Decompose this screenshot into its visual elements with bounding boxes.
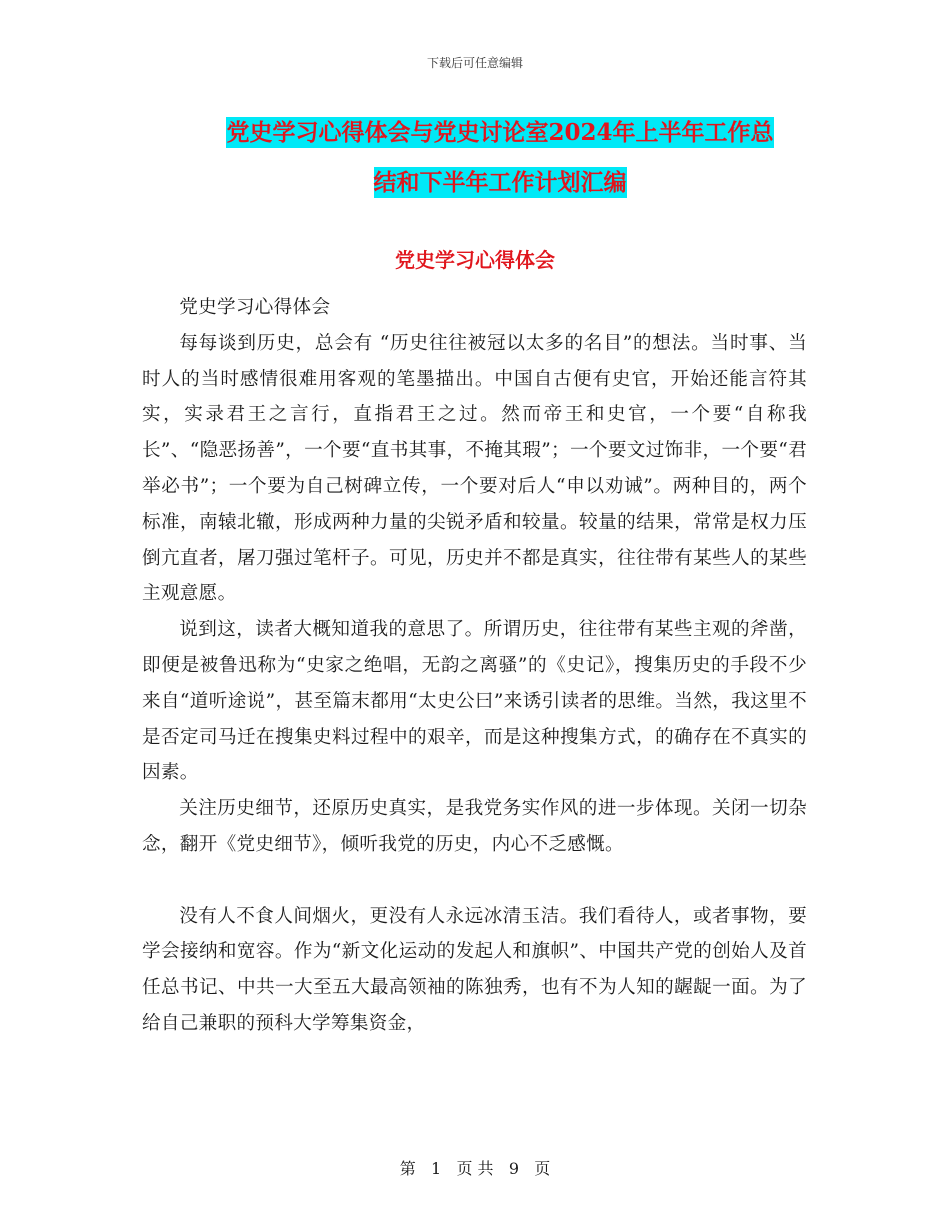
page-footer — [0, 1156, 950, 1179]
document-title — [140, 108, 860, 208]
section-title: 党史学习心得体会 — [395, 248, 555, 272]
document-body — [142, 290, 807, 1042]
footer-suffix: 页 — [534, 1159, 551, 1178]
footer-mid: 页 共 — [456, 1159, 494, 1178]
footer-page-number: 1 — [430, 1159, 442, 1178]
body-paragraph: 每每谈到历史，总会有 “历史往往被冠以太多的名目”的想法。当时事、当时人的当时感情很难用客观的笔墨描出。中国自古便有史官，开始还能言符其实，实录君王之言行，直指君王之过。然而帝王和史官，一个要“自称我长”、“隐恶扬善”，一个要“直书其事，不掩其瑕”；一个要文过饰非，一个要“君举必书”；一个要为自己树碑立传，一个要对后人“申以劝诫”。两种目的，两个标准，南辕北辙，形成两种力量的尖锐矛盾和较量。较量的结果，常常是权力压倒亢直者，屠刀强过笔杆子。可见，历史并不都是真实，往往带有某些人的某些主观意愿。 — [142, 332, 807, 605]
document-title-line-1: 党史学习心得体会与党史讨论室2024年上半年工作总 — [226, 119, 774, 146]
body-paragraph: 没有人不食人间烟火，更没有人永远冰清玉洁。我们看待人，或者事物，要学会接纳和宽容。作为“新文化运动的发起人和旗帜”、中国共产党的创始人及首任总书记、中共一大至五大最高领袖的陈独秀，也有不为人知的龌龊一面。为了给自己兼职的预科大学筹集资金， — [142, 905, 807, 1034]
header-note: 下载后可任意编辑 — [426, 56, 523, 70]
body-paragraph: 关注历史细节，还原历史真实，是我党务实作风的进一步体现。关闭一切杂念，翻开《党史细节》，倾听我党的历史，内心不乏感慨。 — [142, 798, 807, 855]
body-paragraph: 党史学习心得体会 — [179, 297, 331, 318]
document-title-line-2: 结和下半年工作计划汇编 — [373, 169, 627, 196]
footer-prefix: 第 — [399, 1159, 416, 1178]
footer-total-pages: 9 — [508, 1159, 520, 1178]
body-paragraph: 说到这，读者大概知道我的意思了。所谓历史，往往带有某些主观的斧凿，即便是被鲁迅称为“史家之绝唱，无韵之离骚”的《史记》，搜集历史的手段不少来自“道听途说”，甚至篇末都用“太史公曰”来诱引读者的思维。当然，我这里不是否定司马迁在搜集史料过程中的艰辛，而是这种搜集方式，的确存在不真实的因素。 — [142, 619, 807, 784]
